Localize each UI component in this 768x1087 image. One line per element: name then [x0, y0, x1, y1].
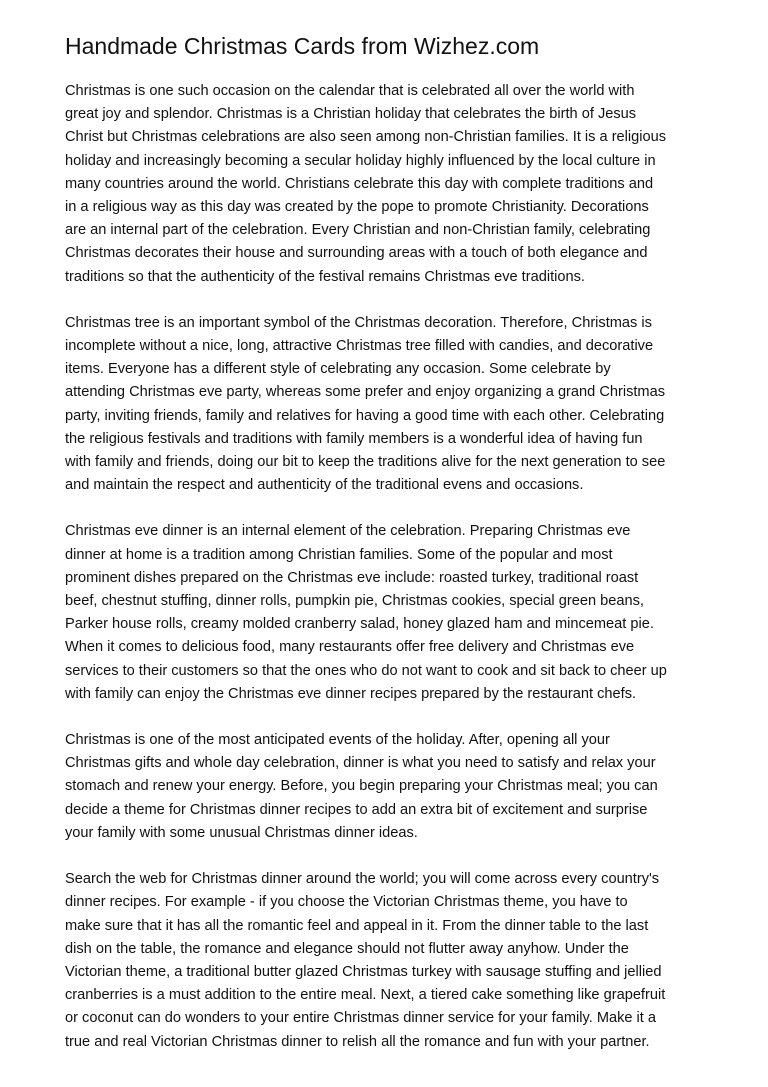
- paragraph-line: Christmas is one such occasion on the calendar that is celebrated all over the world with: [65, 83, 635, 99]
- paragraph-line: are an internal part of the celebration. Every Christian and non-Christian family, celebrating: [65, 222, 651, 239]
- body-paragraph: [65, 80, 711, 289]
- paragraph-line: When it comes to delicious food, many restaurants offer free delivery and Christmas eve: [65, 639, 635, 656]
- paragraph-line: beef, chestnut stuffing, dinner rolls, pumpkin pie, Christmas cookies, special green beans,: [65, 593, 644, 610]
- paragraph-line: Search the web for Christmas dinner around the world; you will come across every country's: [65, 871, 660, 888]
- paragraph-line: your family with some unusual Christmas dinner ideas.: [65, 824, 418, 841]
- document-page: [65, 30, 711, 1077]
- paragraph-line: decide a theme for Christmas dinner recipes to add an extra bit of excitement and surprise: [65, 801, 648, 818]
- paragraph-line: incomplete without a nice, long, attractive Christmas tree filled with candies, and decorative: [65, 338, 654, 355]
- paragraph-line: dish on the table, the romance and elegance should not flutter away anyhow. Under the: [65, 940, 629, 957]
- paragraph-line: true and real Victorian Christmas dinner to relish all the romance and fun with your partner.: [65, 1033, 650, 1050]
- paragraph-line: attending Christmas eve party, whereas some prefer and enjoy organizing a grand Christmas: [65, 384, 665, 401]
- paragraph-line: holiday and increasingly becoming a secular holiday highly influenced by the local culture in: [65, 152, 656, 169]
- paragraph-line: many countries around the world. Christians celebrate this day with complete traditions and: [65, 175, 654, 192]
- paragraph-line: cranberries is a must addition to the entire meal. Next, a tiered cake something like grapefruit: [65, 987, 666, 1004]
- paragraph-line: Christmas tree is an important symbol of the Christmas decoration. Therefore, Christmas is: [65, 314, 652, 331]
- paragraph-line: and maintain the respect and authenticity of the traditional evens and occasions.: [65, 477, 584, 494]
- paragraph-line: with family and friends, doing our bit to keep the traditions alive for the next generation to see: [65, 454, 666, 471]
- page-title: Handmade Christmas Cards from Wizhez.com: [65, 33, 540, 59]
- paragraph-line: Christ but Christmas celebrations are also seen among non-Christian families. It is a religious: [65, 129, 667, 146]
- paragraph-line: Parker house rolls, creamy molded cranberry salad, honey glazed ham and mincemeat pie.: [65, 616, 654, 633]
- paragraph-line: Christmas decorates their house and surrounding areas with a touch of both elegance and: [65, 245, 648, 262]
- paragraph-line: Christmas is one of the most anticipated events of the holiday. After, opening all your: [65, 732, 610, 749]
- paragraph-line: services to their customers so that the ones who do not want to cook and sit back to cheer up: [65, 662, 667, 679]
- paragraph-line: or coconut can do wonders to your entire Christmas dinner service for your family. Make it a: [65, 1010, 657, 1027]
- paragraph-line: with family can enjoy the Christmas eve dinner recipes prepared by the restaurant chefs.: [65, 685, 637, 702]
- paragraph-line: stomach and renew your energy. Before, you begin preparing your Christmas meal; you can: [65, 778, 658, 795]
- body-paragraph: [65, 729, 711, 845]
- paragraph-line: prominent dishes prepared on the Christmas eve include: roasted turkey, traditional roast: [65, 569, 639, 586]
- paragraph-line: great joy and splendor. Christmas is a Christian holiday that celebrates the birth of Jesus: [65, 106, 637, 123]
- paragraph-line: traditions so that the authenticity of the festival remains Christmas eve traditions.: [65, 268, 585, 285]
- paragraph-line: items. Everyone has a different style of celebrating any occasion. Some celebrate by: [65, 361, 611, 378]
- paragraph-line: party, inviting friends, family and relatives for having a good time with each other. Celebrating: [65, 407, 665, 424]
- paragraph-line: the religious festivals and traditions with family members is a wonderful idea of having fun: [65, 430, 643, 447]
- paragraph-line: dinner recipes. For example - if you choose the Victorian Christmas theme, you have to: [65, 894, 628, 911]
- paragraph-line: make sure that it has all the romantic feel and appeal in it. From the dinner table to the last: [65, 917, 649, 934]
- paragraph-line: dinner at home is a tradition among Christian families. Some of the popular and most: [65, 546, 613, 563]
- document-body: [65, 80, 711, 1054]
- paragraph-line: in a religious way as this day was created by the pope to promote Christianity. Decorations: [65, 199, 649, 216]
- body-paragraph: [65, 312, 711, 498]
- paragraph-line: Christmas eve dinner is an internal element of the celebration. Preparing Christmas eve: [65, 523, 631, 540]
- paragraph-line: Christmas gifts and whole day celebration, dinner is what you need to satisfy and relax your: [65, 755, 656, 772]
- body-paragraph: [65, 868, 711, 1054]
- paragraph-line: Victorian theme, a traditional butter glazed Christmas turkey with sausage stuffing and jellied: [65, 963, 662, 980]
- body-paragraph: [65, 520, 711, 706]
